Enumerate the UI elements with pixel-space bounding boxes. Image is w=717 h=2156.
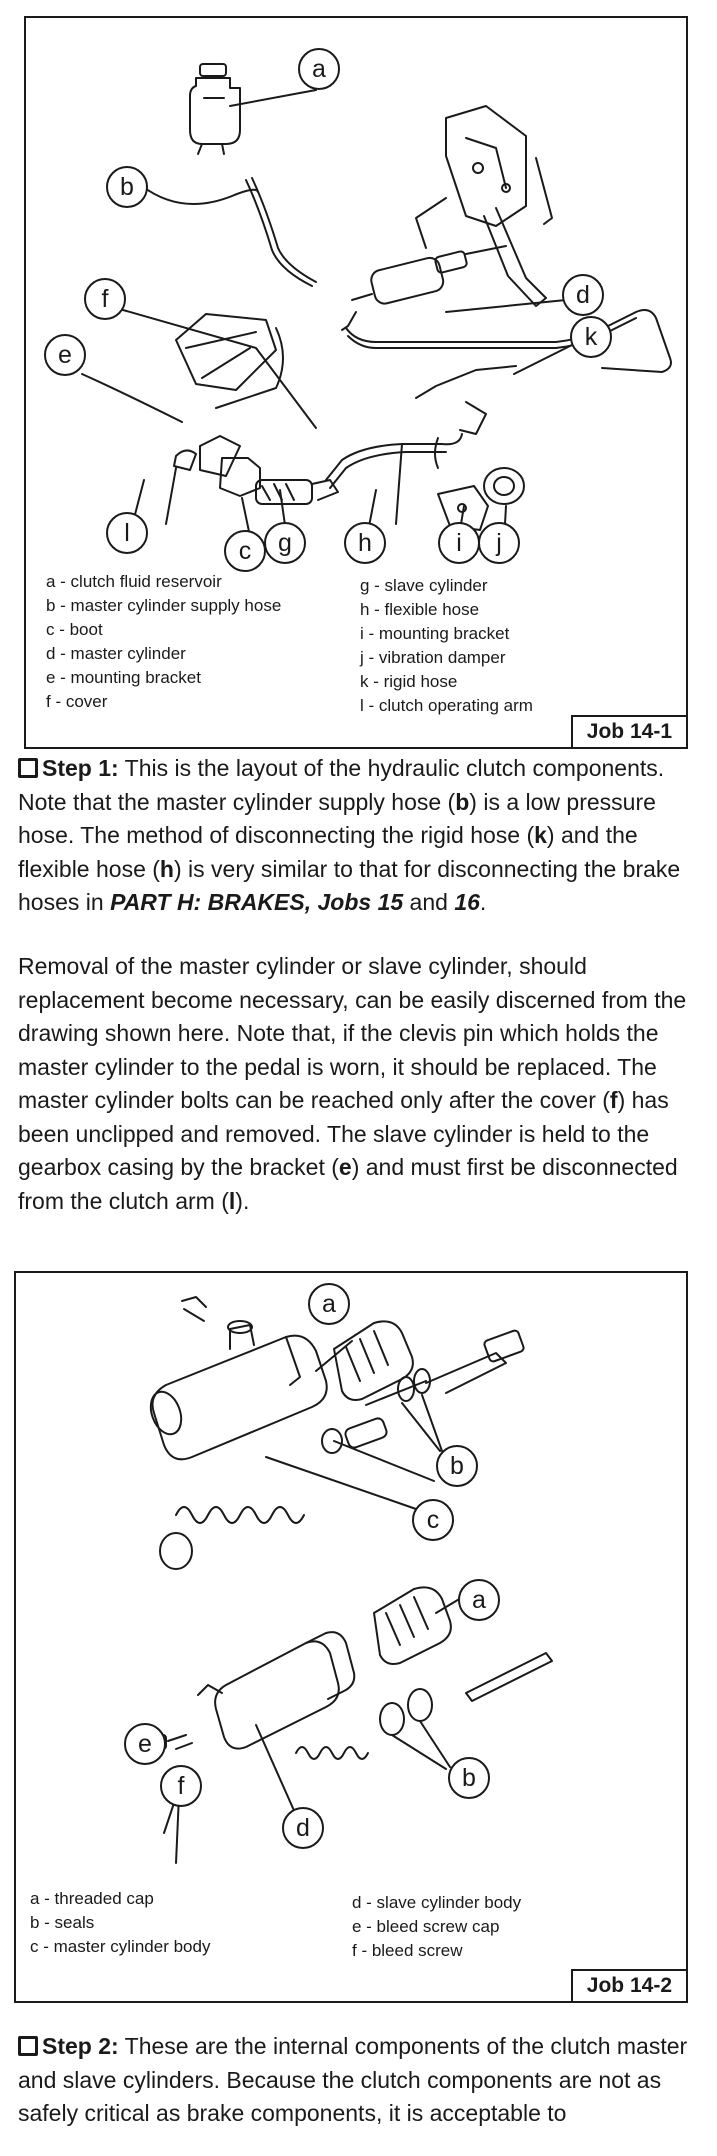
job-label: Job 14-2: [571, 1969, 688, 2003]
master-cylinder-body-drawing: [145, 1297, 326, 1459]
checkbox-icon: [18, 2036, 38, 2056]
text: This is the layout of the hydraulic clutch components. Note that the master cylinder supply hose (: [18, 755, 665, 815]
callout-d: d: [282, 1807, 324, 1849]
callout-j: j: [478, 522, 520, 564]
master-cylinder-drawing: [342, 246, 506, 330]
figure-job-14-1: [24, 16, 688, 749]
legend-left: [46, 570, 281, 714]
rigid-hose-drawing: [346, 310, 671, 372]
legend-item: j - vibration damper: [360, 648, 506, 667]
legend-item: l - clutch operating arm: [360, 696, 533, 715]
legend-item: i - mounting bracket: [360, 624, 510, 643]
callout-k: k: [570, 316, 612, 358]
text: These are the internal components of the clutch master and slave cylinders. Because the clutch components are not as safely critical as brake components, it is acceptable to: [18, 2033, 688, 2126]
text: Removal of the master cylinder or slave cylinder, should replacement become necessary, can be easily discerned from the drawing shown here. Note that, if the clevis pin which holds the master cylinder to the pedal is worn, it should be replaced. The master cylinder bolts can be reached only after the cover (: [18, 953, 687, 1113]
legend-item: h - flexible hose: [360, 600, 480, 619]
legend-item: d - slave cylinder body: [352, 1893, 522, 1912]
callout-l: l: [106, 512, 148, 554]
callout-a: a: [298, 48, 340, 90]
legend-item: d - master cylinder: [46, 644, 186, 663]
callout-e: e: [124, 1723, 166, 1765]
ref: h: [159, 855, 174, 882]
callout-i: i: [438, 522, 480, 564]
checkbox-icon: [18, 758, 38, 778]
ref: l: [228, 1187, 236, 1214]
callout-a: a: [458, 1579, 500, 1621]
legend-item: c - master cylinder body: [30, 1937, 211, 1956]
ref: e: [338, 1154, 352, 1180]
clutch-fluid-reservoir-drawing: [190, 64, 240, 154]
legend-item: g - slave cylinder: [360, 576, 488, 595]
slave-cylinder-drawing: [166, 436, 338, 524]
callout-h: h: [344, 522, 386, 564]
legend-item: f - bleed screw: [352, 1941, 463, 1960]
figure-job-14-2: [14, 1271, 688, 2003]
legend-item: a - clutch fluid reservoir: [46, 572, 222, 591]
ref: f: [609, 1087, 618, 1113]
legend-item: c - boot: [46, 620, 103, 639]
job-label: Job 14-1: [571, 715, 688, 749]
legend-item: b - master cylinder supply hose: [46, 596, 282, 615]
legend-item: e - bleed screw cap: [352, 1917, 500, 1936]
text: and: [403, 889, 455, 915]
callout-a: a: [308, 1283, 350, 1325]
text: ) and the flexible hose (: [18, 822, 638, 882]
text: ) has been unclipped and removed. The slave cylinder is held to the gearbox casing by the bracket (: [18, 1087, 669, 1180]
step-2-paragraph: [18, 2030, 698, 2131]
seals-and-pushrod-drawing: [322, 1330, 525, 1453]
vibration-damper-drawing: [484, 468, 524, 504]
legend-item: k - rigid hose: [360, 672, 458, 691]
ref: b: [455, 788, 470, 815]
callout-c: c: [224, 530, 266, 572]
removal-paragraph: [18, 950, 698, 1218]
cross-reference: PART H: BRAKES, Jobs 15: [110, 889, 404, 915]
text: .: [479, 889, 487, 915]
legend-left: [30, 1887, 210, 1959]
callout-e: e: [44, 334, 86, 376]
step-label: Step 1:: [42, 755, 119, 781]
legend-item: e - mounting bracket: [46, 668, 201, 687]
callout-b: b: [436, 1445, 478, 1487]
text: ) is a low pressure hose. The method of disconnecting the rigid hose (: [18, 788, 656, 848]
callout-f: f: [160, 1765, 202, 1807]
callout-f: f: [84, 278, 126, 320]
legend-item: b - seals: [30, 1913, 95, 1932]
step-label: Step 2:: [42, 2033, 119, 2059]
callout-b: b: [106, 166, 148, 208]
ref: k: [534, 822, 547, 848]
callout-d: d: [562, 274, 604, 316]
cross-reference: 16: [454, 889, 480, 915]
step-1-paragraph: [18, 752, 698, 920]
mounting-bracket-drawing: [435, 402, 488, 530]
slave-cylinder-body-drawing: [198, 1632, 354, 1749]
supply-hose-drawing: [246, 180, 312, 286]
callout-g: g: [264, 522, 306, 564]
text: ) is very similar to that for disconnecting the brake hoses in: [18, 855, 681, 915]
text: ) and must first be disconnected from the clutch arm (: [18, 1154, 678, 1214]
callout-b: b: [448, 1757, 490, 1799]
legend-right: [360, 574, 533, 718]
spring-drawing: [176, 1507, 304, 1523]
callout-c: c: [412, 1499, 454, 1541]
legend-right: [352, 1891, 521, 1963]
legend-item: a - threaded cap: [30, 1889, 154, 1908]
pedal-box-drawing: [416, 106, 552, 306]
boot-drawing: [334, 1321, 413, 1400]
flexible-hose-drawing: [326, 434, 462, 480]
text: ).: [235, 1187, 250, 1214]
legend-item: f - cover: [46, 692, 108, 711]
